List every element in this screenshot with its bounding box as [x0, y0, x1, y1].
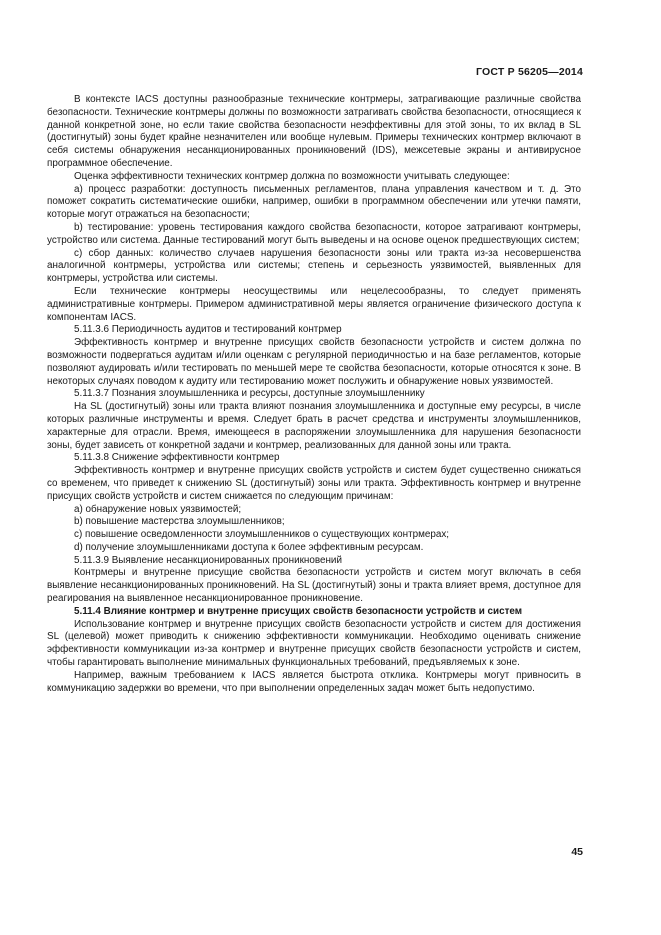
section-heading: 5.11.3.7 Познания злоумышленника и ресурсы, доступные злоумышленнику [74, 388, 425, 400]
list-item: b) повышение мастерства злоумышленников; [74, 516, 285, 528]
list-item: c) повышение осведомленности злоумышленников о существующих контрмерах; [74, 529, 450, 541]
paragraph: Контрмеры и внутренне присущие свойства безопасности устройств и систем могут включать в себя выявление несанкционированных проникновений. На SL (достигнутый) зоны и тракта влияет время, доступное для реагирования на выявленное несанкционированное проникновение. [47, 567, 581, 605]
paragraph: В контексте IACS доступны разнообразные технические контрмеры, затрагивающие различные свойства безопасности. Технические контрмеры должны по возможности затрагивать свойства безопасности, относящиеся к данной конкретной зоне, но если такие свойства безопасности неэффективны для этой зоны, то их вклад в SL (достигнутый) зоны будет крайне незначителен или вообще нулевым. Примеры технических контрмер включают в себя системы обнаружения несанкционированных проникновений (IDS), межсетевые экраны и антивирусное программное обеспечение. [47, 94, 581, 169]
paragraph: Если технические контрмеры неосуществимы или нецелесообразны, то следует применять административные контрмеры. Примером административной меры является ограничение физического доступа к компонентам IACS. [47, 285, 581, 323]
section-heading: 5.11.3.9 Выявление несанкционированных проникновений [74, 554, 342, 566]
document-code: ГОСТ Р 56205—2014 [475, 66, 583, 78]
paragraph: Например, важным требованием к IACS является быстрота отклика. Контрмеры могут привносить в коммуникацию задержки во времени, что при выполнении определенных задач может быть недопустимо. [47, 669, 581, 694]
page-number: 45 [571, 846, 583, 858]
list-item: a) процесс разработки: доступность письменных регламентов, плана управления качеством и т. д. Это поможет сократить систематические ошибки, например, ошибки в программном обеспечении или утечки памяти, которые могут отражаться на безопасности; [47, 183, 581, 221]
list-item: c) сбор данных: количество случаев нарушения безопасности зоны или тракта из-за несовершенства аналогичной контрмеры, устройства или системы; степень и серьезность уязвимостей, выявленных для контрмеры, устройства или системы. [47, 247, 581, 285]
paragraph: На SL (достигнутый) зоны или тракта влияют познания злоумышленника и доступные ему ресурсы, в числе которых различные инструменты и время. Следует брать в расчет средства и инструменты злоумышленников, характерные для отрасли. Время, имеющееся в распоряжении злоумышленника для нарушения безопасности зоны, будет зависеть от конкретной задачи и контрмер, реализованных для данной зоны или тракта. [47, 401, 581, 451]
document-body [47, 94, 581, 695]
paragraph: Эффективность контрмер и внутренне присущих свойств устройств и систем будет существенно снижаться со временем, что приведет к снижению SL (достигнутый) зоны или тракта. Эффективность контрмер и внутренне присущих свойств устройств и систем снижается по следующим причинам: [47, 465, 581, 502]
section-heading: 5.11.3.8 Снижение эффективности контрмер [74, 452, 280, 464]
list-item: a) обнаружение новых уязвимостей; [74, 503, 242, 515]
paragraph: Использование контрмер и внутренне присущих свойств безопасности устройств и систем для достижения SL (целевой) может приводить к снижению эффективности коммуникации. Необходимо оценивать снижение эффективности коммуникации из-за контрмер и внутренне присущих свойств безопасности устройств и систем, чтобы гарантировать выполнение минимальных функциональных требований, предъявляемых к зоне. [47, 618, 581, 669]
list-item: d) получение злоумышленниками доступа к более эффективным ресурсам. [74, 541, 424, 553]
list-item: b) тестирование: уровень тестирования каждого свойства безопасности, которое затрагивают контрмеры, устройство или система. Данные тестирований могут быть выведены и на основе оценок предшествующих систем; [47, 221, 581, 246]
paragraph: Эффективность контрмер и внутренне присущих свойств безопасности устройств и систем должна по возможности подвергаться аудитам и/или оценкам с регулярной периодичностью и на базе регламентов, которые позволяют аудировать и/или тестировать по меньшей мере те свойства безопасности, которые относятся к зоне. В некоторых случаях поводом к аудиту или тестированию может послужить и обнаружение новых уязвимостей. [47, 337, 581, 387]
section-heading-bold: 5.11.4 Влияние контрмер и внутренне присущих свойств безопасности устройств и систем [74, 605, 523, 617]
section-heading: 5.11.3.6 Периодичность аудитов и тестирований контрмер [74, 324, 342, 336]
paragraph: Оценка эффективности технических контрмер должна по возможности учитывать следующее: [74, 170, 510, 182]
